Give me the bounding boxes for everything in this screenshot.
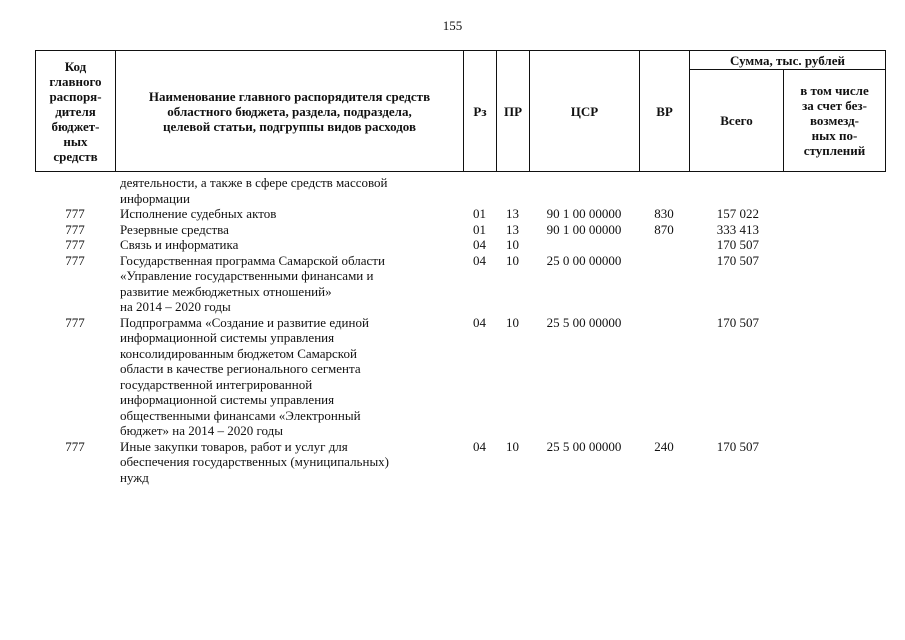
header-free-line: ных по- bbox=[811, 128, 858, 143]
row-name-line: информации bbox=[120, 190, 190, 206]
table-row bbox=[35, 253, 885, 315]
row-code: 777 bbox=[65, 221, 85, 237]
row-code: 777 bbox=[65, 206, 85, 221]
row-rz: 04 bbox=[473, 314, 486, 330]
row-name bbox=[115, 237, 463, 253]
row-pr: 13 bbox=[506, 221, 519, 237]
header-name-line: областного бюджета, раздела, подраздела, bbox=[167, 103, 412, 119]
row-name-line: Связь и информатика bbox=[120, 237, 239, 252]
table-row bbox=[35, 315, 885, 439]
row-code bbox=[35, 175, 115, 206]
row-pr: 10 bbox=[506, 438, 519, 454]
row-free bbox=[767, 175, 885, 206]
table-row bbox=[35, 237, 885, 253]
row-csr bbox=[529, 237, 639, 253]
row-vr bbox=[639, 175, 689, 206]
header-code-line: главного bbox=[49, 73, 102, 89]
header-free-line: за счет без- bbox=[802, 98, 867, 113]
row-name-line: Государственная программа Самарской области bbox=[120, 252, 385, 268]
page-number: 155 bbox=[442, 18, 463, 33]
table-row bbox=[35, 439, 885, 486]
header-free bbox=[784, 70, 886, 172]
row-name-line: нужд bbox=[120, 469, 149, 485]
row-vr bbox=[639, 253, 689, 315]
header-name bbox=[116, 51, 464, 172]
row-code: 777 bbox=[65, 438, 85, 454]
row-name-line: развитие межбюджетных отношений» bbox=[120, 283, 332, 299]
table-header bbox=[35, 50, 886, 172]
header-sum: Сумма, тыс. рублей bbox=[690, 51, 886, 70]
row-name-line: обеспечения государственных (муниципальных) bbox=[120, 454, 390, 469]
row-csr: 25 0 00 00000 bbox=[546, 252, 622, 268]
row-csr: 25 5 00 00000 bbox=[546, 438, 622, 454]
header-free-line: ступлений bbox=[803, 143, 866, 158]
row-name bbox=[115, 175, 463, 206]
row-vr: 830 bbox=[654, 206, 674, 221]
row-free bbox=[767, 237, 885, 253]
row-name-line: общественными финансами «Электронный bbox=[120, 407, 361, 423]
row-pr: 13 bbox=[506, 206, 519, 221]
row-csr bbox=[529, 175, 639, 206]
header-name-line: Наименование главного распорядителя средств bbox=[148, 88, 431, 104]
row-name bbox=[115, 222, 463, 238]
header-code bbox=[36, 51, 116, 172]
row-total bbox=[689, 175, 767, 206]
table-body bbox=[35, 175, 885, 485]
row-pr: 10 bbox=[506, 252, 519, 268]
row-pr: 10 bbox=[506, 314, 519, 330]
row-name bbox=[115, 253, 463, 315]
row-rz: 04 bbox=[473, 438, 486, 454]
header-vr: ВР bbox=[640, 51, 690, 172]
header-pr: ПР bbox=[497, 51, 530, 172]
table-row bbox=[35, 175, 885, 206]
table-row bbox=[35, 222, 885, 238]
row-pr: 10 bbox=[506, 237, 519, 252]
row-name-line: бюджет» на 2014 – 2020 годы bbox=[120, 423, 284, 438]
row-name-line: Иные закупки товаров, работ и услуг для bbox=[120, 438, 348, 454]
row-free bbox=[767, 315, 885, 439]
header-code-line: дителя bbox=[55, 103, 96, 119]
header-code-line: распоря- bbox=[49, 88, 102, 104]
row-name-line: деятельности, а также в сфере средств массовой bbox=[120, 175, 388, 190]
row-name-line: на 2014 – 2020 годы bbox=[120, 299, 231, 314]
row-free bbox=[767, 253, 885, 315]
header-rz: Рз bbox=[464, 51, 497, 172]
row-csr: 90 1 00 00000 bbox=[546, 206, 622, 221]
row-name-line: Резервные средства bbox=[120, 221, 229, 237]
row-total: 157 022 bbox=[716, 206, 759, 221]
row-free bbox=[767, 439, 885, 486]
header-csr: ЦСР bbox=[530, 51, 640, 172]
row-name-line: консолидированным бюджетом Самарской bbox=[120, 345, 357, 361]
row-rz: 04 bbox=[473, 237, 486, 252]
row-pr bbox=[496, 175, 529, 206]
row-code: 777 bbox=[65, 314, 85, 330]
row-vr bbox=[639, 315, 689, 439]
header-code-line: средств bbox=[53, 148, 98, 164]
row-rz bbox=[463, 175, 496, 206]
table-row bbox=[35, 206, 885, 222]
row-name-line: области в качестве регионального сегмента bbox=[120, 361, 361, 376]
row-name-line: Исполнение судебных актов bbox=[120, 206, 277, 221]
row-name-line: информационной системы управления bbox=[120, 392, 335, 407]
row-name-line: государственной интегрированной bbox=[120, 376, 313, 392]
row-name-line: «Управление государственными финансами и bbox=[120, 268, 374, 283]
row-vr bbox=[639, 237, 689, 253]
row-code: 777 bbox=[65, 252, 85, 268]
header-name-line: целевой статьи, подгруппы видов расходов bbox=[162, 118, 417, 134]
row-rz: 01 bbox=[473, 221, 486, 237]
row-name bbox=[115, 315, 463, 439]
row-name-line: информационной системы управления bbox=[120, 330, 335, 345]
row-total: 170 507 bbox=[716, 438, 759, 454]
row-total: 333 413 bbox=[716, 221, 759, 237]
row-name bbox=[115, 439, 463, 486]
row-total: 170 507 bbox=[716, 314, 759, 330]
row-csr: 25 5 00 00000 bbox=[546, 314, 622, 330]
header-total: Всего bbox=[690, 70, 784, 172]
header-free-line: возмезд- bbox=[810, 113, 859, 128]
header-code-line: Код bbox=[64, 58, 87, 74]
row-free bbox=[767, 206, 885, 222]
row-rz: 01 bbox=[473, 206, 486, 221]
row-vr: 870 bbox=[654, 221, 674, 237]
row-csr: 90 1 00 00000 bbox=[546, 221, 622, 237]
row-rz: 04 bbox=[473, 252, 486, 268]
header-free-line: в том числе bbox=[800, 83, 869, 98]
row-total: 170 507 bbox=[716, 237, 759, 252]
header-code-line: бюджет- bbox=[51, 118, 100, 134]
row-code: 777 bbox=[65, 237, 85, 252]
header-code-line: ных bbox=[63, 133, 88, 149]
row-free bbox=[767, 222, 885, 238]
row-vr: 240 bbox=[654, 438, 674, 454]
row-name bbox=[115, 206, 463, 222]
row-name-line: Подпрограмма «Создание и развитие единой bbox=[120, 314, 369, 330]
row-total: 170 507 bbox=[716, 252, 759, 268]
